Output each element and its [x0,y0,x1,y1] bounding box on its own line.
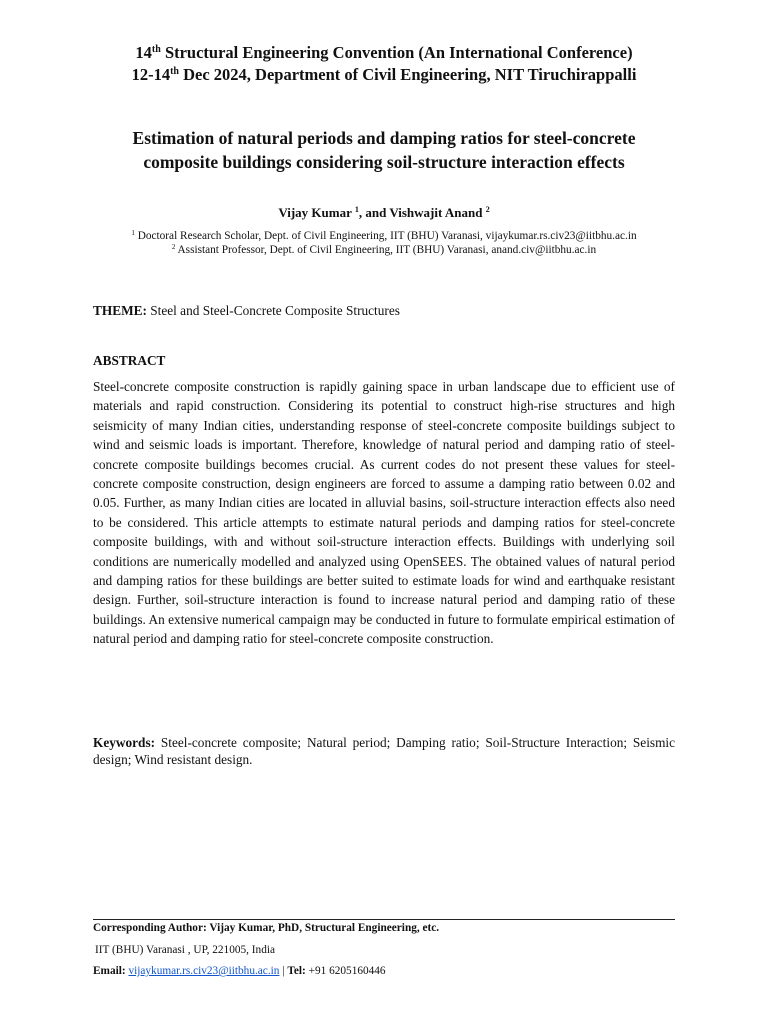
affiliations [0,229,768,257]
author-name: Vijay Kumar [278,205,352,220]
contact-line [93,964,675,978]
theme-label: THEME: [93,303,147,318]
affiliation-marker: 1 [131,229,135,237]
affiliation-text: Doctoral Research Scholar, Dept. of Civil Engineering, IIT (BHU) Varanasi, vijaykumar.rs.civ23@iitbhu.ac.in [137,230,637,242]
author-name: Vishwajit Anand [389,205,483,220]
tel-number: +91 6205160446 [308,965,386,977]
contact-separator: | [279,965,288,977]
email-label: Email: [93,965,126,977]
paper-title: Estimation of natural periods and damping ratios for steel-concrete composite buildings considering soil-structure interaction effects [132,128,636,172]
ordinal-suffix: th [170,66,179,77]
corresponding-author: Corresponding Author: Vijay Kumar, PhD, Structural Engineering, etc. [93,922,440,934]
author-address: IIT (BHU) Varanasi , UP, 221005, India [95,944,275,956]
conference-edition-number: 14 [135,43,152,62]
keywords-label: Keywords: [93,735,156,750]
conference-venue: Dec 2024, Department of Civil Engineering, NIT Tiruchirappalli [178,65,637,84]
email-link[interactable]: vijaykumar.rs.civ23@iitbhu.ac.in [128,965,280,977]
keywords-value: Steel-concrete composite; Natural period; Damping ratio; Soil-Structure Interaction; Seismic design; Wind resistant design. [93,735,676,767]
tel-label: Tel: [287,965,306,977]
affiliation-text: Assistant Professor, Dept. of Civil Engineering, IIT (BHU) Varanasi, anand.civ@iitbhu.ac.in [177,244,597,256]
keywords-line [93,735,675,768]
affiliation-marker: 2 [171,243,176,251]
author-list [0,205,768,221]
theme-line [93,302,675,319]
conference-header [0,42,768,86]
affiliation-item [0,229,768,243]
abstract-heading: ABSTRACT [93,353,166,368]
footnote-divider [93,919,675,920]
author-separator: , and [358,205,390,220]
author-affiliation-marker: 1 [354,205,359,214]
conference-name: Structural Engineering Convention (An International Conference) [160,43,633,62]
author-affiliation-marker: 2 [485,205,490,214]
conference-title-line [0,42,768,64]
affiliation-item [0,243,768,257]
conference-date-venue-line [0,64,768,86]
ordinal-suffix: th [151,44,161,55]
theme-value: Steel and Steel-Concrete Composite Structures [150,303,400,318]
abstract-body: Steel-concrete composite construction is rapidly gaining space in urban landscape due to efficient use of materials and rapid construction. Considering its potential to construct high-rise structures and high seismicity of many Indian cities, understanding response of steel-concrete composite buildings subject to wind and seismic loads is important. Therefore, knowledge of natural period and damping ratio of steel-concrete composite buildings becomes crucial. As current codes do not present these values for steel-concrete composite construction, design engineers are forced to assume a damping ratio between 0.02 and 0.05. Further, as many Indian cities are located in alluvial basins, soil-structure interaction effects also need to be considered. This article attempts to estimate natural periods and damping ratios for steel-concrete composite buildings, with and without soil-structure interaction effects. Buildings with underlying soil conditions are numerically modelled and analyzed using OpenSEES. The obtained values of natural period and damping ratios for these buildings are better suited to estimate loads for wind and earthquake resistant design. Further, soil-structure interaction is found to increase natural period and damping ratio of these buildings. An extensive numerical campaign may be conducted in future to formulate empirical estimation of natural period and damping ratio for steel-concrete composite construction. [93,379,675,647]
conference-date-range: 12-14 [131,65,171,84]
